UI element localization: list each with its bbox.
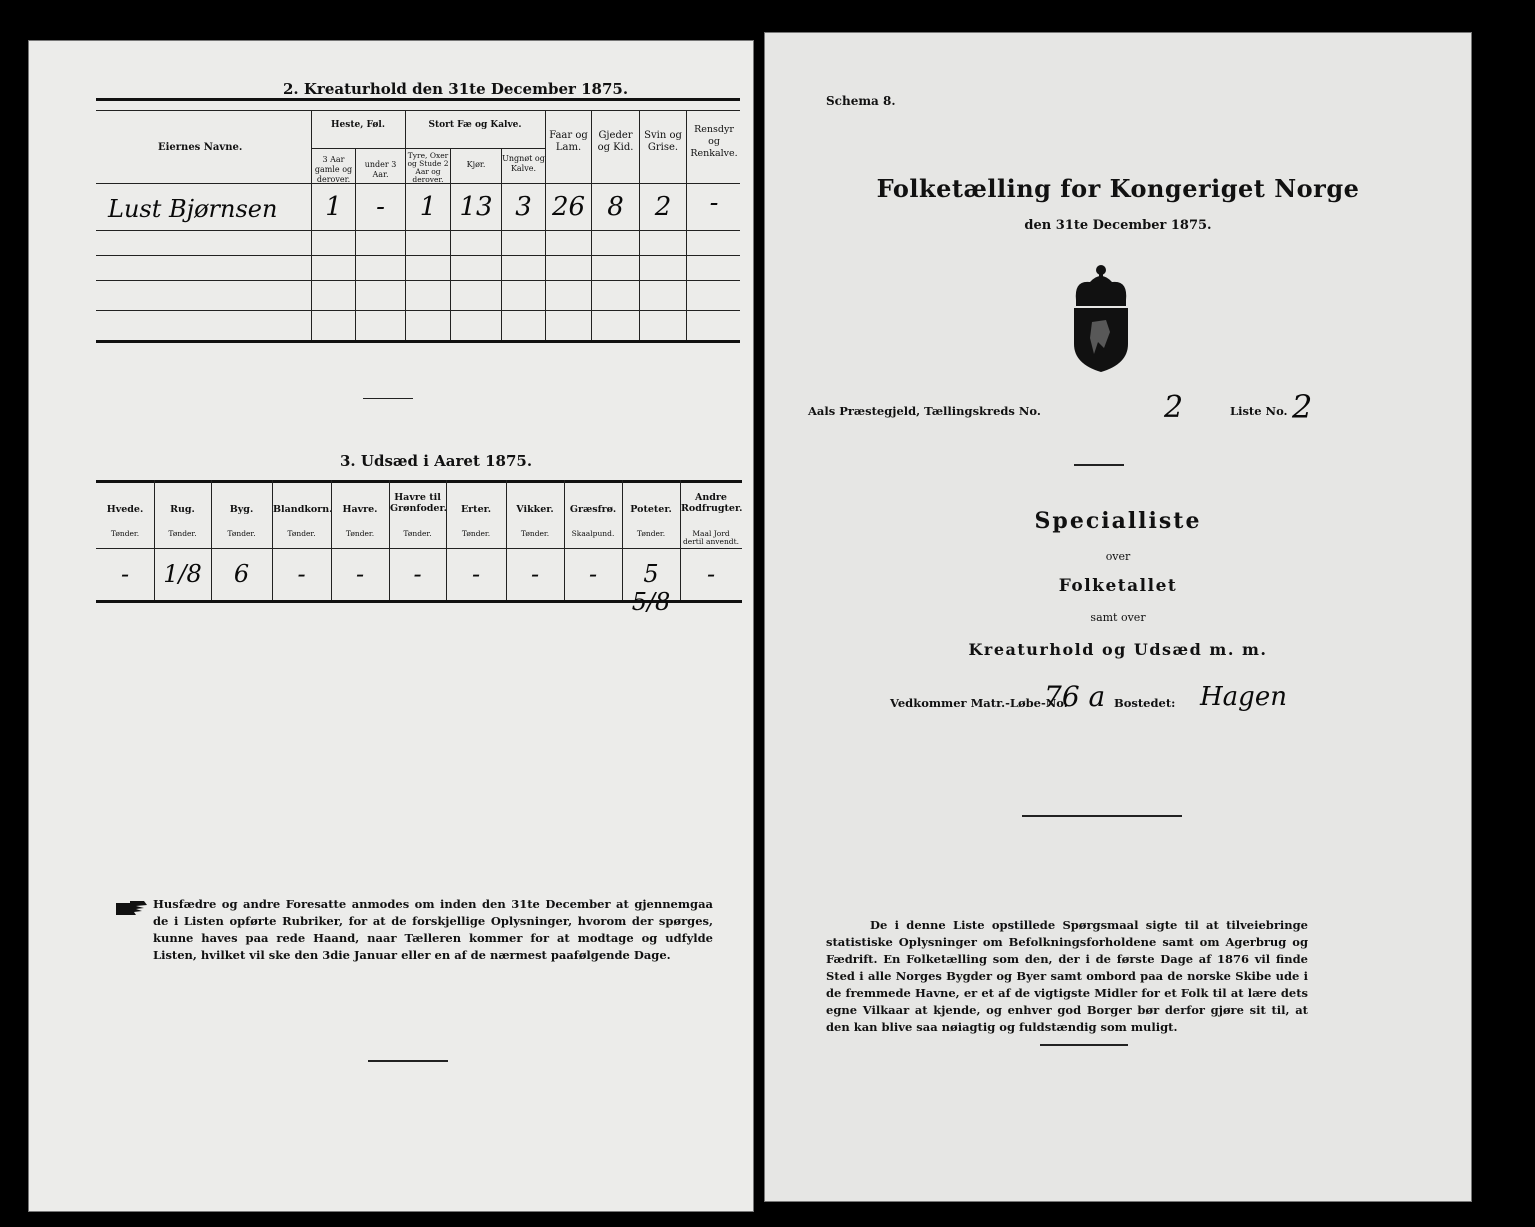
seed-header-name: Blandkorn.	[273, 504, 333, 515]
header-goats: Gjeder og Kid.	[597, 130, 634, 153]
col-divider	[450, 148, 451, 340]
seed-col-divider	[211, 480, 212, 600]
seed-col-divider	[506, 480, 507, 600]
end-rule	[1040, 1044, 1128, 1046]
seed-col-divider	[680, 480, 681, 600]
header-reindeer: Rensdyr og Renkalve.	[690, 124, 738, 159]
header-sheep: Faar og Lam.	[549, 130, 588, 153]
seed-header-unit: Tønder.	[461, 529, 491, 538]
left-page	[28, 40, 754, 1212]
seed-value: -	[588, 560, 598, 588]
seed-col-divider	[331, 480, 332, 600]
table-row-rule	[96, 230, 740, 231]
footnote-text: Husfædre og andre Foresatte anmodes om inden den 31te December at gjennemgaa de i Listen opførte Rubriker, for at de forskjellige Oplysninger, hvorom der spørges, kunne haves paa rede Haand, naar Tælleren kommer for at modtage og udfylde Listen, hvilket vil ske den 3die Januar eller en af de nærmest paafølgende Dage.	[153, 897, 713, 962]
seed-header-name: Hvede.	[106, 504, 144, 515]
date-line: den 31te December 1875.	[1024, 218, 1212, 233]
parish-value: 2	[1164, 390, 1184, 425]
header-horses: Heste, Føl.	[331, 120, 385, 130]
main-title: Folketælling for Kongeriget Norge	[876, 174, 1360, 203]
section3-title: 3. Udsæd i Aaret 1875.	[340, 452, 533, 470]
value-horses-old: 1	[325, 192, 342, 222]
bosted-label: Bostedet:	[1114, 696, 1176, 710]
header-cattle-young: Ungnøt og Kalve.	[502, 154, 545, 173]
col-divider	[405, 110, 406, 340]
value-cattle-bulls: 1	[419, 192, 437, 222]
seed-header-name: Byg.	[229, 504, 254, 515]
table-row-rule	[96, 280, 740, 281]
seed-value: -	[471, 560, 481, 588]
header-horses-young: under 3 Aar.	[364, 160, 397, 179]
owner-name: Lust Bjørnsen	[108, 195, 278, 223]
over-1: over	[1105, 550, 1131, 563]
seed-header-name: Vikker.	[516, 504, 554, 515]
value-cattle-young: 3	[515, 192, 532, 222]
table-row-rule	[96, 310, 740, 311]
kreaturhold-line: Kreaturhold og Udsæd m. m.	[968, 640, 1268, 659]
seed-header-name: Havre til Grønfoder.	[390, 492, 447, 514]
bosted-value: Hagen	[1200, 682, 1287, 712]
seed-col-divider	[564, 480, 565, 600]
seed-header-unit: Tønder.	[636, 529, 666, 538]
seed-top-rule	[96, 480, 742, 483]
separator	[1074, 464, 1124, 466]
seed-col-divider	[622, 480, 623, 600]
matr-label: Vedkommer Matr.-Løbe-No.	[890, 696, 1068, 710]
seed-value: -	[297, 560, 306, 588]
seed-col-divider	[154, 480, 155, 600]
seed-col-divider	[272, 480, 273, 600]
header-horses-old: 3 Aar gamle og derover.	[314, 155, 353, 184]
value-goats: 8	[607, 192, 624, 222]
matr-value: 76 a	[1044, 680, 1106, 713]
parish-label: Aals Præstegjeld, Tællingskreds No.	[808, 404, 1041, 418]
header-cattle-cows: Kjør.	[466, 160, 486, 169]
value-sheep: 26	[551, 192, 586, 222]
seed-col-divider	[389, 480, 390, 600]
value-pigs: 2	[654, 192, 672, 222]
samt-over: samt over	[1090, 611, 1146, 624]
list-label: Liste No.	[1230, 404, 1288, 418]
seed-header-name: Erter.	[460, 504, 492, 515]
table-top-rule	[96, 98, 740, 101]
header-cattle: Stort Fæ og Kalve.	[428, 120, 522, 130]
list-value: 2	[1292, 388, 1313, 426]
section2-title: 2. Kreaturhold den 31te December 1875.	[283, 80, 629, 98]
intro-text: De i denne Liste opstillede Spørgsmaal sigte til at tilveiebringe statistiske Oplysninger om Befolkningsforholdene samt om Agerbrug og Fædrift. En Folketælling som den, der i de første Dage af 1876 vil finde Sted i alle Norges Bygder og Byer samt ombord paa de norske Skibe ude i de fremmede Havne, er et af de vigtigste Midler for et Folk til at lære dets egne Vilkaar at kjende, og enhver god Borger bør derfor gjøre sit til, at den kan blive saa nøiagtig og fuldstændig som muligt.	[826, 918, 1308, 1034]
signature-rule	[1022, 815, 1182, 817]
value-horses-young: -	[376, 192, 385, 222]
seed-header-unit: Tønder.	[345, 529, 375, 538]
seed-header-name: Havre.	[342, 504, 378, 515]
seed-header-unit: Tønder.	[287, 529, 316, 538]
seed-header-unit: Skaalpund.	[571, 529, 615, 538]
seed-col-divider	[446, 480, 447, 600]
seed-header-unit: Tønder.	[110, 529, 140, 538]
seed-header-name: Poteter.	[630, 504, 672, 515]
special-title: Specialliste	[1034, 508, 1202, 534]
header-cattle-bulls: Tyre, Oxer og Stude 2 Aar og derover.	[407, 151, 449, 184]
col-divider	[501, 148, 502, 340]
seed-value: 1/8	[163, 560, 202, 588]
seed-header-unit: Tønder.	[168, 529, 197, 538]
seed-header-name: Rug.	[170, 504, 195, 515]
pointing-hand-icon	[114, 900, 148, 916]
header-owner: Eiernes Navne.	[158, 142, 243, 153]
seed-header-unit: Tønder.	[520, 529, 550, 538]
coat-of-arms-icon	[1070, 262, 1132, 374]
seed-value: 5 5/8	[631, 560, 671, 616]
seed-header-unit: Tønder.	[403, 529, 432, 538]
value-reindeer: -	[709, 188, 719, 218]
value-cattle-cows: 13	[459, 192, 493, 222]
header-pigs: Svin og Grise.	[644, 130, 682, 153]
separator	[363, 398, 413, 399]
schema-label: Schema 8.	[826, 94, 896, 108]
seed-header-unit: Tønder.	[227, 529, 256, 538]
seed-value: -	[530, 560, 540, 588]
seed-value: -	[706, 560, 716, 588]
subheader-rule	[311, 148, 545, 149]
table-row-rule	[96, 255, 740, 256]
seed-value: -	[413, 560, 422, 588]
table-bottom-rule	[96, 340, 740, 343]
seed-value: -	[355, 560, 365, 588]
seed-header-bottom	[96, 548, 742, 549]
end-rule	[368, 1060, 448, 1062]
right-page	[764, 32, 1472, 1202]
seed-value: -	[120, 560, 130, 588]
seed-value: 6	[233, 560, 250, 588]
col-divider	[311, 110, 312, 340]
folketallet: Folketallet	[1058, 576, 1178, 596]
seed-header-name: Andre Rodfrugter.	[681, 492, 743, 514]
seed-header-name: Græsfrø.	[569, 504, 617, 515]
table-header-rule	[96, 110, 740, 111]
seed-header-unit: Maal Jord dertil anvendt.	[682, 529, 740, 546]
